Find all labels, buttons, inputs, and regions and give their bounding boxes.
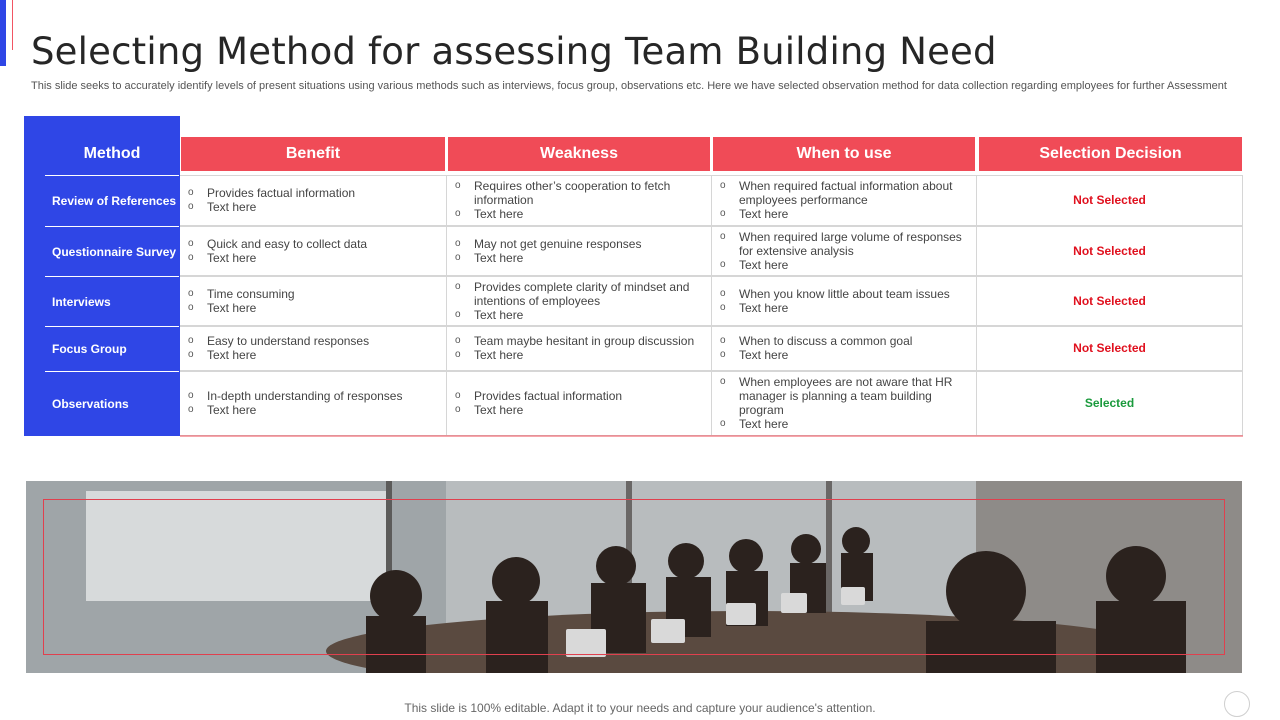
method-cell: Observations [45,371,179,436]
bullet-text: Text here [207,250,257,265]
weakness-cell [447,371,712,436]
weakness-cell [447,326,712,371]
selection-decision-label: Not Selected [1073,293,1146,308]
bullet-text: Requires other’s cooperation to fetch information [474,179,671,207]
bullet-item [447,251,711,265]
bullet-circle-icon: o [188,237,194,249]
accent-line [12,0,13,50]
bullet-item [447,280,711,308]
selection-decision-cell [977,326,1243,371]
benefit-cell [180,226,447,276]
slide-corner-circle [1224,691,1250,717]
bullet-item [447,389,711,403]
header-weakness: Weakness [448,137,710,171]
bullet-item [180,200,446,214]
bullet-circle-icon: o [455,404,461,415]
method-cell: Interviews [45,276,179,326]
bullet-item [180,348,446,362]
bullet-item [712,375,976,417]
bullet-item [712,207,976,221]
bullet-text: Easy to understand responses [207,334,370,348]
benefit-cell [180,371,447,436]
bullet-circle-icon: o [720,376,726,387]
bullet-item [180,334,446,348]
weakness-cell [447,276,712,326]
bullet-circle-icon: o [455,349,461,360]
bullet-text: Text here [474,348,524,362]
bullet-text: In-depth understanding of responses [207,389,403,403]
bullet-item [180,251,446,265]
bullet-item [712,258,976,272]
bullet-text: Provides factual information [207,186,356,200]
selection-decision-label: Not Selected [1073,243,1146,258]
bullet-circle-icon: o [455,390,461,401]
bullet-text: Provides factual information [474,389,623,403]
bullet-circle-icon: o [455,335,461,346]
bullet-item [447,179,711,207]
when-cell [712,226,977,276]
bullet-item [180,403,446,417]
bullet-text: Team maybe hesitant in group discussion [474,334,695,348]
bullet-circle-icon: o [188,335,194,346]
bullet-text: Quick and easy to collect data [207,236,368,251]
selection-decision-cell [977,371,1243,436]
bullet-circle-icon: o [720,418,726,429]
bullet-circle-icon: o [455,237,461,249]
bullet-text: When required large volume of responses for extensive analysis [739,229,962,258]
bullet-item [447,207,711,221]
bullet-circle-icon: o [720,335,726,346]
bullet-item [447,308,711,322]
bullet-item [447,237,711,251]
bullet-text: Time consuming [207,286,295,301]
weakness-cell [447,175,712,226]
selection-decision-label: Not Selected [1073,193,1146,207]
selection-decision-cell [977,276,1243,326]
bullet-text: When you know little about team issues [739,286,950,301]
bullet-circle-icon: o [720,301,726,313]
bullet-item [712,301,976,315]
page-subtitle: This slide seeks to accurately identify levels of present situations using various methods such as interviews, focus group, observations etc. Here we have selected observation method for data collection regarding employees for further Assessment [31,80,1227,92]
selection-decision-cell [977,226,1243,276]
bullet-text: Text here [739,207,789,221]
bullet-item [712,230,976,258]
bullet-circle-icon: o [188,201,194,212]
bullet-circle-icon: o [720,180,726,191]
bullet-circle-icon: o [188,390,194,401]
bullet-text: Text here [207,200,257,214]
bullet-item [180,389,446,403]
method-cell: Review of References [45,175,179,226]
selection-decision-label: Not Selected [1073,341,1146,355]
selection-decision-label: Selected [1084,396,1135,410]
bullet-text: Text here [474,250,524,265]
bullet-circle-icon: o [720,287,726,299]
bullet-text: Text here [739,257,789,272]
bullet-text: Text here [739,300,789,315]
bullet-circle-icon: o [720,230,726,242]
benefit-cell [180,175,447,226]
bullet-circle-icon: o [188,287,194,299]
when-cell [712,175,977,226]
bullet-text: Text here [739,348,789,362]
bullet-text: Text here [207,300,257,315]
when-cell [712,326,977,371]
bullet-item [447,348,711,362]
bullet-item [180,287,446,301]
bullet-text: Text here [474,307,524,322]
bullet-item [180,186,446,200]
method-cell: Focus Group [45,326,179,371]
bullet-text: Text here [207,403,257,417]
bullet-circle-icon: o [455,180,461,191]
benefit-cell [180,276,447,326]
bullet-item [712,334,976,348]
bullet-text: When employees are not aware that HR manager is planning a team building program [739,375,953,417]
method-cell: Questionnaire Survey [45,226,179,276]
table-bottom-border [180,435,1243,437]
bullet-item [180,301,446,315]
bullet-circle-icon: o [455,280,461,292]
bullet-item [712,179,976,207]
photo-frame [43,499,1225,655]
benefit-cell [180,326,447,371]
bullet-text: Text here [474,403,524,417]
bullet-item [447,334,711,348]
header-benefit: Benefit [181,137,445,171]
bullet-circle-icon: o [720,349,726,360]
bullet-text: When required factual information about employees performance [739,179,953,207]
bullet-circle-icon: o [455,208,461,219]
weakness-cell [447,226,712,276]
selection-decision-cell [977,175,1243,226]
bullet-text: Provides complete clarity of mindset and intentions of employees [474,279,690,308]
bullet-item [712,417,976,431]
footer-note: This slide is 100% editable. Adapt it to your needs and capture your audience's attention. [404,701,876,715]
bullet-circle-icon: o [455,251,461,263]
when-cell [712,371,977,436]
bullet-circle-icon: o [188,187,194,198]
bullet-text: Text here [474,207,524,221]
bullet-circle-icon: o [188,251,194,263]
method-header: Method [83,145,141,162]
bullet-text: When to discuss a common goal [739,334,913,348]
bullet-circle-icon: o [455,308,461,320]
bullet-item [447,403,711,417]
page-title: Selecting Method for assessing Team Building Need [31,30,997,73]
bullet-item [180,237,446,251]
bullet-circle-icon: o [720,258,726,270]
bullet-item [712,348,976,362]
accent-bar [0,0,6,66]
header-selection-decision: Selection Decision [979,137,1242,171]
bullet-text: May not get genuine responses [474,236,642,251]
bullet-text: Text here [739,417,789,431]
bullet-circle-icon: o [188,404,194,415]
bullet-circle-icon: o [188,349,194,360]
bullet-item [712,287,976,301]
bullet-circle-icon: o [188,301,194,313]
bullet-text: Text here [207,348,257,362]
header-when-to-use: When to use [713,137,975,171]
bullet-circle-icon: o [720,208,726,219]
when-cell [712,276,977,326]
